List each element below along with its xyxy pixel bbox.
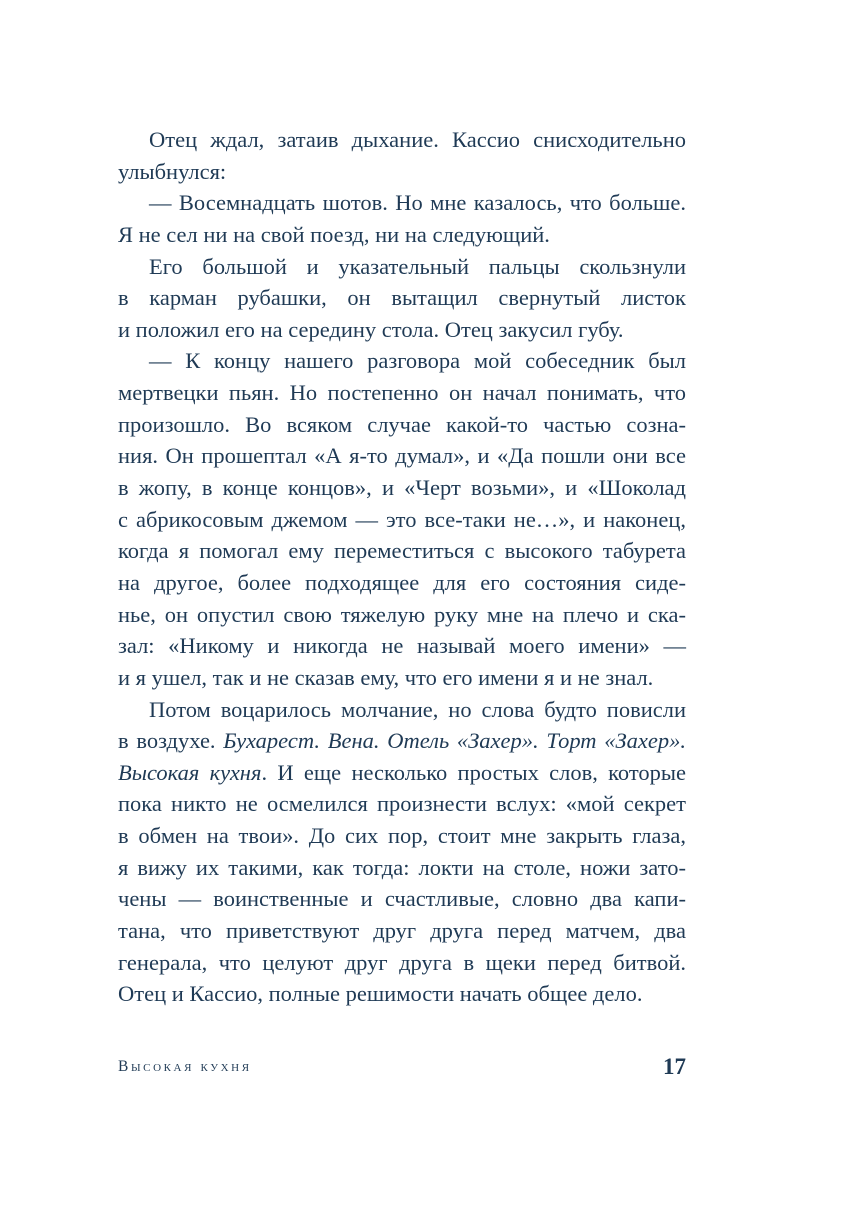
text-line xyxy=(118,345,686,377)
text-line xyxy=(118,725,686,757)
text-line xyxy=(118,187,686,219)
text-line xyxy=(118,694,686,726)
text-line xyxy=(118,440,686,472)
text-segment: с абрикосовым джемом — это все-таки не…», и наконец, xyxy=(118,506,686,532)
text-segment: Потом воцарилось молчание, но слова будто повисли xyxy=(149,696,686,722)
running-title: Высокая кухня xyxy=(118,1058,252,1075)
text-segment: в обмен на твои». До сих пор, стоит мне закрыть глаза, xyxy=(118,823,686,849)
text-line xyxy=(118,282,686,314)
text-segment: пока никто не осмелился произнести вслух: «мой секрет xyxy=(118,791,686,817)
text-segment: генерала, что целуют друг друга в щеки перед битвой. xyxy=(118,949,686,975)
text-segment: и положил его на середину стола. Отец закусил губу. xyxy=(118,316,624,342)
page-footer xyxy=(118,1056,686,1084)
text-line xyxy=(118,219,686,251)
text-segment: . И еще несколько простых слов, которые xyxy=(261,759,686,785)
text-segment: зал: «Никому и никогда не называй моего имени» — xyxy=(118,633,686,659)
text-segment: чены — воинственные и счастливые, словно два капи- xyxy=(118,886,686,912)
text-line xyxy=(118,314,686,346)
page-body-text xyxy=(118,124,686,1010)
text-line xyxy=(118,535,686,567)
text-line xyxy=(118,757,686,789)
text-segment: Отец ждал, затаив дыхание. Кассио снисходительно xyxy=(149,127,686,152)
italic-text: Бухарест. Вена. Отель «Захер». Торт «Захер». xyxy=(223,728,686,754)
text-line xyxy=(118,630,686,662)
text-line xyxy=(118,504,686,536)
italic-text: Высокая кухня xyxy=(118,759,262,785)
text-line xyxy=(118,788,686,820)
text-segment: — К концу нашего разговора мой собеседник был xyxy=(149,348,686,374)
page-number: 17 xyxy=(663,1054,686,1079)
text-line xyxy=(118,567,686,599)
text-line xyxy=(118,251,686,283)
text-line xyxy=(118,820,686,852)
text-line xyxy=(118,409,686,441)
text-segment: я вижу их такими, как тогда: локти на столе, ножи зато- xyxy=(118,854,686,880)
text-segment: Отец и Кассио, полные решимости начать общее дело. xyxy=(118,981,643,1007)
text-segment: Его большой и указательный пальцы скользнули xyxy=(149,253,686,279)
text-line xyxy=(118,156,686,188)
text-line xyxy=(118,599,686,631)
text-segment: произошло. Во всяком случае какой-то частью созна- xyxy=(118,411,686,437)
text-segment: — Восемнадцать шотов. Но мне казалось, что больше. xyxy=(149,190,686,216)
text-segment: улыбнулся: xyxy=(118,158,227,184)
text-segment: в карман рубашки, он вытащил свернутый листок xyxy=(118,285,686,311)
text-line xyxy=(118,852,686,884)
text-segment: в воздухе. xyxy=(118,728,224,754)
text-segment: в жопу, в конце концов», и «Черт возьми», и «Шоколад xyxy=(118,475,686,501)
text-segment: на другое, более подходящее для его состояния сиде- xyxy=(118,569,686,595)
text-line xyxy=(118,377,686,409)
text-line xyxy=(118,978,686,1010)
text-segment: когда я помогал ему переместиться с высокого табурета xyxy=(118,538,686,564)
text-line xyxy=(118,124,686,156)
text-line xyxy=(118,662,686,694)
text-segment: и я ушел, так и не сказав ему, что его имени я и не знал. xyxy=(118,664,654,690)
text-line xyxy=(118,915,686,947)
text-line xyxy=(118,947,686,979)
text-segment: Я не сел ни на свой поезд, ни на следующий. xyxy=(118,221,550,247)
text-line xyxy=(118,883,686,915)
text-line xyxy=(118,472,686,504)
text-segment: нье, он опустил свою тяжелую руку мне на плечо и ска- xyxy=(118,601,686,627)
text-segment: мертвецки пьян. Но постепенно он начал понимать, что xyxy=(118,380,686,406)
text-segment: ния. Он прошептал «А я-то думал», и «Да пошли они все xyxy=(118,443,686,469)
text-segment: тана, что приветствуют друг друга перед матчем, два xyxy=(118,918,686,944)
